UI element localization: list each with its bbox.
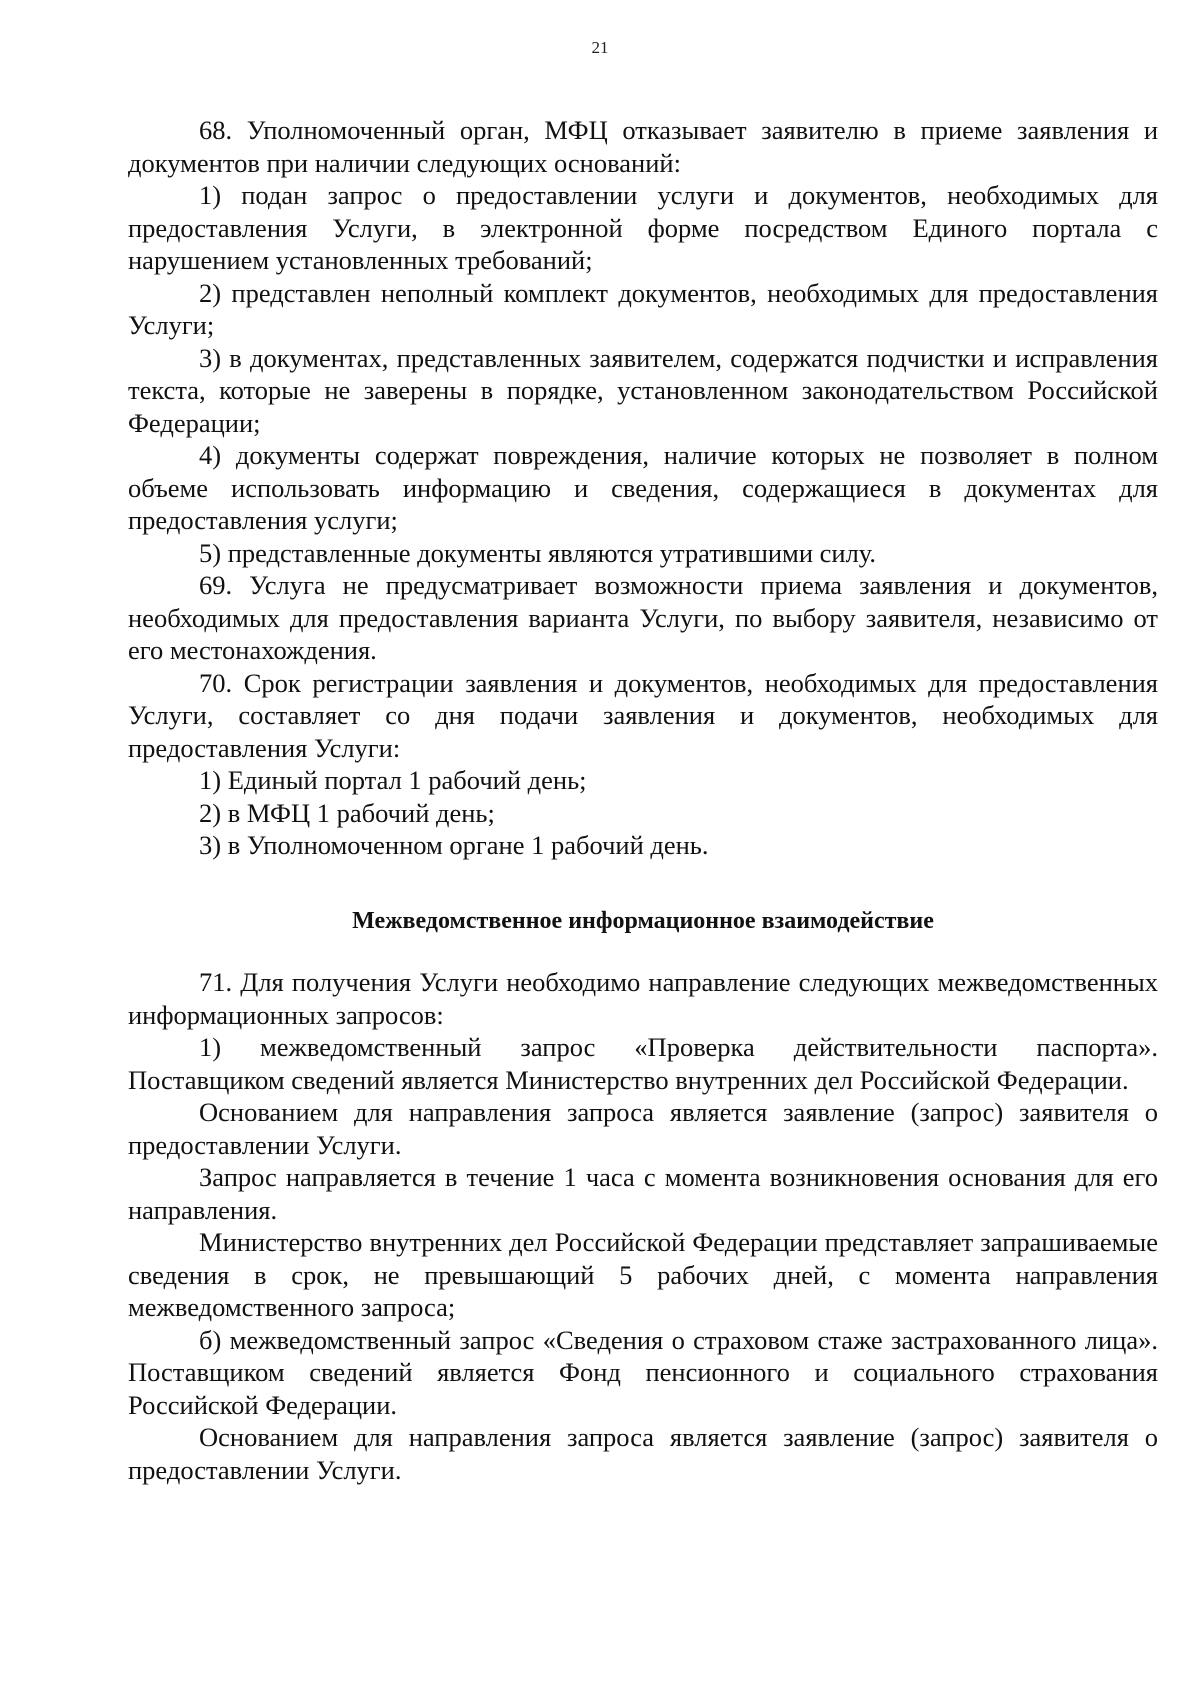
list-item: 3) в документах, представленных заявителем, содержатся подчистки и исправления текста, которые не заверены в порядке, установленном законодательством Российской Федерации; — [128, 342, 1158, 438]
paragraph: Запрос направляется в течение 1 часа с момента возникновения основания для его направления. — [128, 1162, 1158, 1225]
paragraph-68: 68. Уполномоченный орган, МФЦ отказывает заявителю в приеме заявления и документов при наличии следующих оснований: — [128, 115, 1158, 178]
list-item: 1) подан запрос о предоставлении услуги и документов, необходимых для предоставления Услуги, в электронной форме посредством Единого портала с нарушением установленных требований; — [128, 180, 1158, 275]
list-item: 1) Единый портал 1 рабочий день; — [199, 765, 587, 795]
list-item: 3) в Уполномоченном органе 1 рабочий день. — [199, 830, 709, 860]
list-item: 2) представлен неполный комплект документов, необходимых для предоставления Услуги; — [128, 277, 1158, 340]
paragraph: Основанием для направления запроса является заявление (запрос) заявителя о предоставлении Услуги. — [128, 1097, 1158, 1160]
document-body — [128, 114, 1158, 1486]
list-item: 1) межведомственный запрос «Проверка действительности паспорта». Поставщиком сведений является Министерство внутренних дел Российской Федерации. — [128, 1032, 1158, 1095]
paragraph-70: 70. Срок регистрации заявления и документов, необходимых для предоставления Услуги, составляет со дня подачи заявления и документов, необходимых для предоставления Услуги: — [128, 667, 1158, 763]
page-number: 21 — [591, 38, 609, 57]
paragraph-71: 71. Для получения Услуги необходимо направление следующих межведомственных информационных запросов: — [128, 967, 1158, 1030]
list-item: 4) документы содержат повреждения, наличие которых не позволяет в полном объеме использовать информацию и сведения, содержащиеся в документах для предоставления услуги; — [128, 440, 1158, 535]
paragraph: Министерство внутренних дел Российской Федерации представляет запрашиваемые сведения в срок, не превышающий 5 рабочих дней, с момента направления межведомственного запроса; — [128, 1227, 1158, 1322]
paragraph-69: 69. Услуга не предусматривает возможности приема заявления и документов, необходимых для предоставления варианта Услуги, по выбору заявителя, независимо от его местонахождения. — [128, 570, 1158, 665]
list-item: б) межведомственный запрос «Сведения о страховом стаже застрахованного лица». Поставщиком сведений является Фонд пенсионного и социального страхования Российской Федерации. — [128, 1324, 1158, 1420]
paragraph: Основанием для направления запроса является заявление (запрос) заявителя о предоставлении Услуги. — [128, 1422, 1158, 1485]
list-item: 2) в МФЦ 1 рабочий день; — [199, 797, 495, 828]
list-item: 5) представленные документы являются утратившими силу. — [199, 537, 877, 568]
section-heading: Межведомственное информационное взаимодействие — [352, 907, 934, 934]
